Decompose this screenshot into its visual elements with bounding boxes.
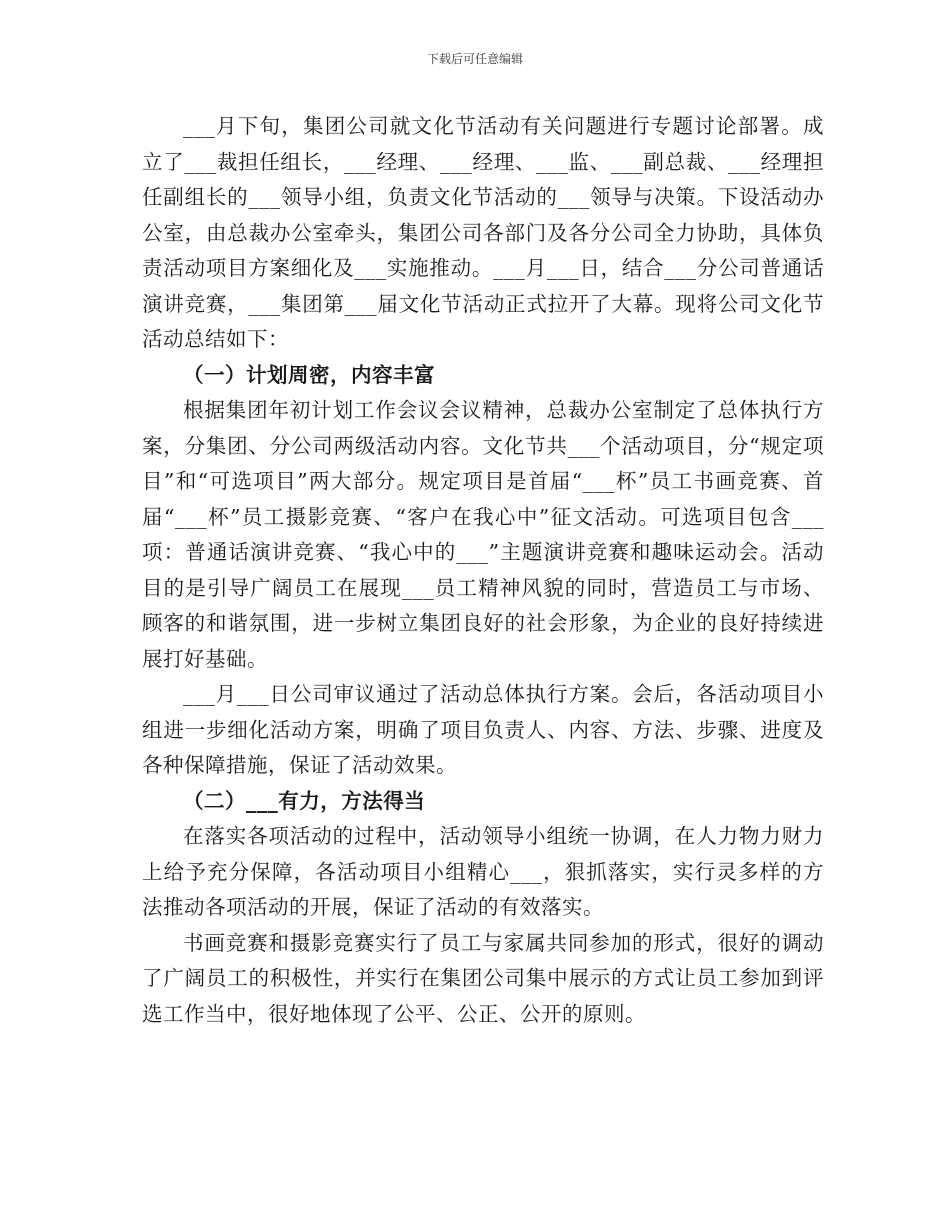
paragraph-contests: 书画竞赛和摄影竞赛实行了员工与家属共同参加的形式，很好的调动了广阔员工的积极性，并实行在集团公司集中展示的方式让员工参加到评选工作当中，很好地体现了公平、公正、公开的原则。 <box>142 930 824 1026</box>
section-heading-1: （一）计划周密，内容丰富 <box>183 362 435 387</box>
section-heading-2: （二）___有力，方法得当 <box>183 788 426 813</box>
paragraph-intro: ___月下旬，集团公司就文化节活动有关问题进行专题讨论部署。成立了___裁担任组长，___经理、___经理、___监、___副总裁、___经理担任副组长的___领导小组，负责文化节活动的___领导与决策。下设活动办公室，由总裁办公室牵头，集团公司各部门及各分公司全力协助，具体负责活动项目方案细化及___实施推动。___月___日，结合___分公司普通话演讲竞赛，___集团第___届文化节活动正式拉开了大幕。现将公司文化节活动总结如下： <box>142 114 824 351</box>
page-header-note: 下载后可任意编辑 <box>426 52 523 66</box>
document-body <box>142 109 824 1032</box>
paragraph-plan: 根据集团年初计划工作会议会议精神，总裁办公室制定了总体执行方案，分集团、分公司两级活动内容。文化节共___个活动项目，分“规定项目”和“可选项目”两大部分。规定项目是首届“___杯”员工书画竞赛、首届“___杯”员工摄影竞赛、“客户在我心中”征文活动。可选项目包含___项：普通话演讲竞赛、“我心中的___”主题演讲竞赛和趣味运动会。活动目的是引导广阔员工在展现___员工精神风貌的同时，营造员工与市场、顾客的和谐氛围，进一步树立集团良好的社会形象，为企业的良好持续进展打好基础。 <box>142 398 824 671</box>
paragraph-approval: ___月___日公司审议通过了活动总体执行方案。会后，各活动项目小组进一步细化活动方案，明确了项目负责人、内容、方法、步骤、进度及各种保障措施，保证了活动效果。 <box>142 682 824 777</box>
paragraph-implementation: 在落实各项活动的过程中，活动领导小组统一协调，在人力物力财力上给予充分保障，各活动项目小组精心___，狠抓落实，实行灵多样的方法推动各项活动的开展，保证了活动的有效落实。 <box>142 824 824 919</box>
